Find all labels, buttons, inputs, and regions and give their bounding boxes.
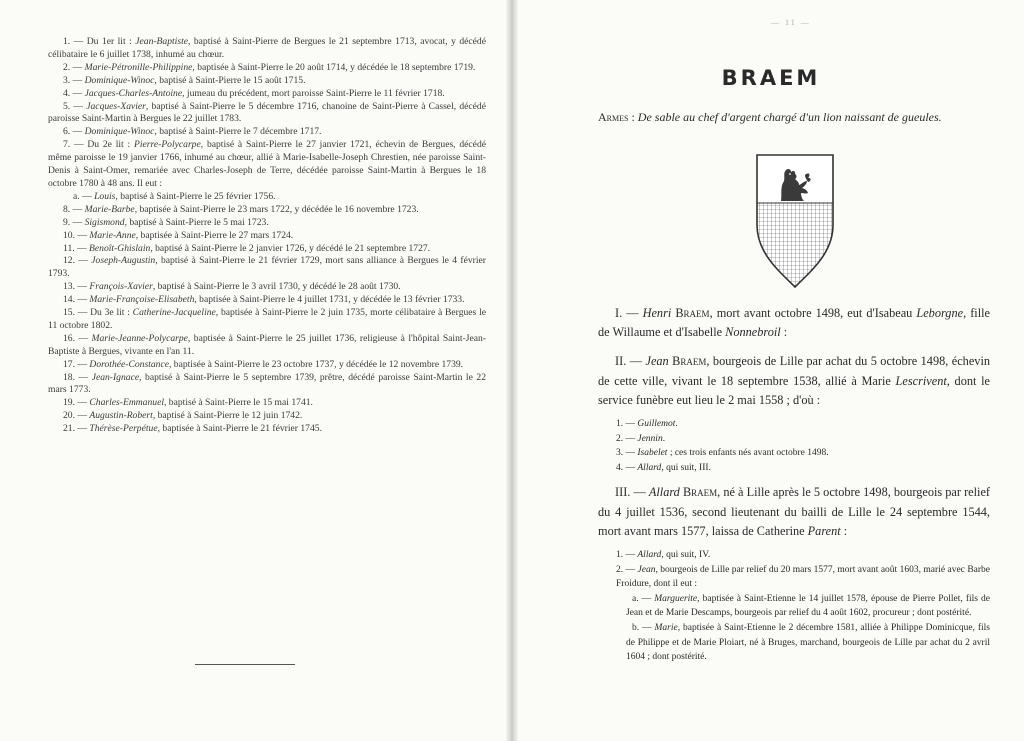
spouse-name: Lescrivent xyxy=(895,373,947,388)
child-text: . xyxy=(662,433,666,444)
entry-name: Dorothée-Constance xyxy=(89,358,169,370)
entry-text: , baptisé à Saint-Pierre le 3 avril 1730, y décédé le 28 août 1730. xyxy=(152,281,401,293)
entry-text: , baptisée à Saint-Pierre le 4 juillet 1731, y décédée le 13 février 1733. xyxy=(194,294,465,306)
list-item xyxy=(598,548,990,563)
list-item xyxy=(598,461,990,476)
entry-prefix: 15. — Du 3e lit : xyxy=(63,307,133,319)
generation-paragraph xyxy=(598,304,990,342)
list-item xyxy=(598,621,990,665)
entry-name: Marie-Barbe xyxy=(84,203,135,215)
entry-name: Louis xyxy=(94,190,116,202)
child-prefix: 4. — xyxy=(616,462,638,473)
entry-prefix: 9. — xyxy=(63,216,85,228)
coat-of-arms-shield xyxy=(755,153,835,289)
child-text: . xyxy=(675,419,678,430)
entry-name: Catherine-Jacqueline xyxy=(132,307,216,319)
entry-name: Dominique-Winoc xyxy=(84,74,155,86)
entry-text: , baptisé à Saint-Pierre le 5 mai 1723. xyxy=(124,216,269,228)
entry-name: Marie-Pétronille-Philippine xyxy=(84,61,193,73)
entry-text: , baptisé à Saint-Pierre le 27 janvier 1721, échevin de Bergues, décédé même paroisse le 19 janvier 1766, inhumé au chœur, allié à Marie-Isabelle-Joseph Chrestien, née paroisse Saint-Denis à Saint-Omer, remariée avec Charles-Joseph de Terre, décédée paroisse Saint-Martin à Bergues le 18 octobre 1780 à 48 ans. Il eut : xyxy=(48,139,486,189)
entry-prefix: 21. — xyxy=(63,423,90,435)
list-item xyxy=(48,217,486,230)
entry-name: Pierre-Polycarpe xyxy=(133,139,201,151)
list-item xyxy=(48,191,486,204)
entry-prefix: 4. — xyxy=(63,87,85,99)
child-name: Jean xyxy=(637,564,656,575)
entry-name: Sigismond xyxy=(84,216,125,228)
entry-text: , baptisé à Saint-Pierre le 12 juin 1742. xyxy=(152,410,303,422)
entry-name: Joseph-Augustin xyxy=(91,255,156,267)
child-name: Allard xyxy=(637,550,662,560)
armes-label: Armes : xyxy=(598,110,635,124)
entry-text: , baptisé à Saint-Pierre de Bergues le 21 septembre 1713, avocat, y décédé célibataire le 6 juillet 1738, inhumé au chœur. xyxy=(48,36,486,60)
given-name: Allard xyxy=(648,485,680,500)
entry-text: , baptisé à Saint-Pierre le 15 août 1715. xyxy=(154,74,306,86)
entry-prefix: 16. — xyxy=(63,332,92,344)
entry-name: Jean-Baptiste xyxy=(135,36,188,47)
child-name: Jennin xyxy=(637,433,663,444)
child-name: Marguerite xyxy=(654,593,698,604)
child-name: Allard xyxy=(637,462,662,473)
list-item xyxy=(48,88,486,101)
child-text: ; ces trois enfants nés avant octobre 1498. xyxy=(667,448,829,459)
child-prefix: 2. — xyxy=(616,564,638,575)
entry-name: Augustin-Robert xyxy=(89,410,153,422)
list-item xyxy=(48,294,486,307)
child-prefix: a. — xyxy=(632,593,655,604)
page-number: — 11 — xyxy=(771,18,811,27)
given-name: Henri xyxy=(642,306,672,320)
entry-text: , baptisé à Saint-Pierre le 25 février 1756. xyxy=(115,190,276,202)
entry-text: , baptisée à Saint-Pierre le 27 mars 1724. xyxy=(135,229,294,241)
genealogy-body xyxy=(598,304,990,673)
entry-name: Jean-Ignace xyxy=(91,371,140,383)
spouse-mother-name: Nonnebroil xyxy=(725,325,781,340)
list-item xyxy=(48,372,486,398)
child-text: , bourgeois de Lille par relief du 20 mars 1577, mort avant août 1603, marié avec Barbe Froidure, dont il eut : xyxy=(616,564,991,590)
entry-name: Benoît-Ghislain xyxy=(89,242,151,254)
list-item xyxy=(48,333,486,359)
entry-name: Charles-Emmanuel xyxy=(89,397,164,409)
entry-text: , baptisé à Saint-Pierre le 21 février 1729, mort sans alliance à Bergues le 4 février 1793. xyxy=(48,255,486,280)
list-item xyxy=(48,230,486,243)
list-item xyxy=(48,36,486,62)
entry-name: François-Xavier xyxy=(89,281,153,293)
entry-name: Thérèse-Perpétue xyxy=(89,423,158,435)
list-item xyxy=(48,359,486,372)
entry-text: , jumeau du précédent, mort paroisse Saint-Pierre le 11 février 1718. xyxy=(182,87,445,99)
entry-prefix: 3. — xyxy=(63,74,85,86)
child-prefix: b. — xyxy=(632,622,655,633)
family-title: BRAEM xyxy=(721,66,821,90)
generation-text: : xyxy=(840,523,848,538)
entry-prefix: 12. — xyxy=(63,255,92,267)
list-item xyxy=(598,446,990,461)
armes-block xyxy=(598,108,998,127)
entry-prefix: 13. — xyxy=(63,281,90,293)
entry-prefix: 17. — xyxy=(63,358,90,370)
armes-text: De sable au chef d'argent chargé d'un lion naissant de gueules. xyxy=(637,110,942,124)
child-text: , qui suit, III. xyxy=(661,462,711,473)
child-name: Guillemot xyxy=(637,419,676,430)
entry-text: , baptisé à Saint-Pierre le 7 décembre 1717. xyxy=(154,126,322,138)
children-list xyxy=(598,417,990,475)
surname: Braem xyxy=(682,485,718,500)
entry-prefix: 14. — xyxy=(63,294,90,306)
child-text: , baptisée à Saint-Etienne le 2 décembre 1581, alliée à Philippe Dominicque, fils de Philippe et de Marie Ploiart, né à Bruges, marchand, bourgeois de Lille par achat du 2 avril 1604 ; dont postérité. xyxy=(626,622,990,663)
entry-text: , baptisée à Saint-Pierre le 23 octobre 1737, y décédée le 12 novembre 1739. xyxy=(168,358,464,370)
list-item xyxy=(48,139,486,191)
list-item xyxy=(48,423,486,436)
entry-prefix: 7. — Du 2e lit : xyxy=(63,139,134,151)
child-prefix: 1. — xyxy=(616,550,638,560)
entry-name: Jacques-Charles-Antoine xyxy=(84,87,183,99)
entry-text: , baptisé à Saint-Pierre le 5 décembre 1716, chanoine de Saint-Pierre à Cassel, décédé paroisse Saint-Martin à Bergues le 22 juillet 1783. xyxy=(48,100,486,125)
left-page xyxy=(0,0,506,741)
child-text: , qui suit, IV. xyxy=(661,550,711,560)
generation-text: , né à Lille après le 5 octobre 1498, bourgeois par relief du 4 juillet 1536, second lieutenant du bailli de Lille le 24 septembre 1544, mort avant mars 1577, laissa de Catherine xyxy=(598,485,991,538)
paragraph-gap xyxy=(598,342,990,352)
entry-text: , baptisé à Saint-Pierre le 15 mai 1741. xyxy=(164,397,313,409)
right-page xyxy=(518,0,1024,741)
list-item xyxy=(48,75,486,88)
given-name: Jean xyxy=(645,354,669,369)
spouse-name: Parent xyxy=(807,523,841,538)
child-text: , baptisée à Saint-Etienne le 14 juillet 1578, épouse de Pierre Pollet, fils de Jean et de Marie Descamps, bourgeois par relief du 4 août 1602, procureur ; dont postérité. xyxy=(626,593,991,619)
entry-prefix: 2. — xyxy=(63,61,85,73)
entry-text: , baptisée à Saint-Pierre le 23 mars 1722, y décédée le 16 novembre 1723. xyxy=(134,203,419,215)
spouse-name: Leborgne xyxy=(916,306,964,320)
list-item xyxy=(48,307,486,333)
entry-text: , baptisée à Saint-Pierre le 25 juillet 1736, religieuse à l'hôpital Saint-Jean-Baptiste à Bergues, vivante en l'an 11. xyxy=(48,332,486,357)
entry-text: , baptisé à Saint-Pierre le 5 septembre 1739, prêtre, décédé paroisse Saint-Martin le 22 mars 1773. xyxy=(48,371,486,396)
shield-field-sable xyxy=(755,203,835,289)
list-item xyxy=(48,243,486,256)
entry-name: Marie-Anne xyxy=(89,229,136,241)
generation-numeral: II. — xyxy=(615,354,646,369)
generation-paragraph xyxy=(598,483,990,541)
surname: Braem xyxy=(675,306,710,320)
list-item xyxy=(48,126,486,139)
child-prefix: 3. — xyxy=(616,448,638,459)
list-item xyxy=(48,397,486,410)
list-item xyxy=(598,417,990,432)
entry-prefix: a. — xyxy=(73,190,95,202)
entry-prefix: 19. — xyxy=(63,397,90,409)
entry-prefix: 18. — xyxy=(63,371,92,383)
list-item xyxy=(48,204,486,217)
entry-prefix: 1. — Du 1er lit : xyxy=(63,36,136,47)
entry-text: , baptisée à Saint-Pierre le 20 août 1714, y décédée le 18 septembre 1719. xyxy=(192,61,476,73)
entry-prefix: 5. — xyxy=(63,100,87,112)
entry-text: , baptisée à Saint-Pierre le 21 février 1745. xyxy=(157,423,322,435)
list-item xyxy=(598,592,990,621)
entry-name: Dominique-Winoc xyxy=(84,126,155,138)
entry-text: , baptisée à Saint-Pierre le 2 juin 1735, morte célibataire à Bergues le 11 octobre 1802. xyxy=(48,307,486,331)
child-name: Marie xyxy=(654,622,678,633)
generation-text: , dont le service funèbre eut lieu le 2 mai 1558 ; d'où : xyxy=(598,373,990,407)
child-name: Isabelet xyxy=(637,448,668,459)
list-item xyxy=(48,410,486,423)
left-entries-list xyxy=(48,36,486,436)
list-item xyxy=(598,563,990,592)
entry-name: Marie-Françoise-Elisabeth xyxy=(89,294,195,306)
book-gutter xyxy=(506,0,518,741)
children-list xyxy=(598,548,990,665)
entry-prefix: 11. — xyxy=(63,242,90,254)
generation-paragraph xyxy=(598,352,990,410)
entry-prefix: 20. — xyxy=(63,410,90,422)
child-prefix: 2. — xyxy=(616,433,638,444)
list-item xyxy=(48,255,486,281)
entry-prefix: 10. — xyxy=(63,229,90,241)
child-prefix: 1. — xyxy=(616,419,638,430)
entry-name: Marie-Jeanne-Polycarpe xyxy=(91,332,188,344)
entry-text: , baptisé à Saint-Pierre le 2 janvier 1726, y décédé le 21 septembre 1727. xyxy=(150,242,431,254)
list-item xyxy=(598,432,990,447)
generation-text: , bourgeois de Lille par achat du 5 octobre 1498, échevin de cette ville, vivant le 18 septembre 1538, allié à Marie xyxy=(598,354,991,388)
entry-prefix: 6. — xyxy=(63,126,85,138)
generation-text: , fille de Willaume et d'Isabelle xyxy=(598,306,990,340)
generation-text: : xyxy=(780,325,788,340)
surname: Braem xyxy=(672,354,707,369)
generation-numeral: I. — xyxy=(615,306,643,320)
generation-text: , mort avant octobre 1498, eut d'Isabeau xyxy=(709,306,917,320)
entry-name: Jacques-Xavier xyxy=(86,100,146,112)
end-rule xyxy=(195,664,295,665)
list-item xyxy=(48,281,486,294)
list-item xyxy=(48,62,486,75)
entry-prefix: 8. — xyxy=(63,203,85,215)
generation-numeral: III. — xyxy=(615,485,649,500)
list-item xyxy=(48,101,486,127)
